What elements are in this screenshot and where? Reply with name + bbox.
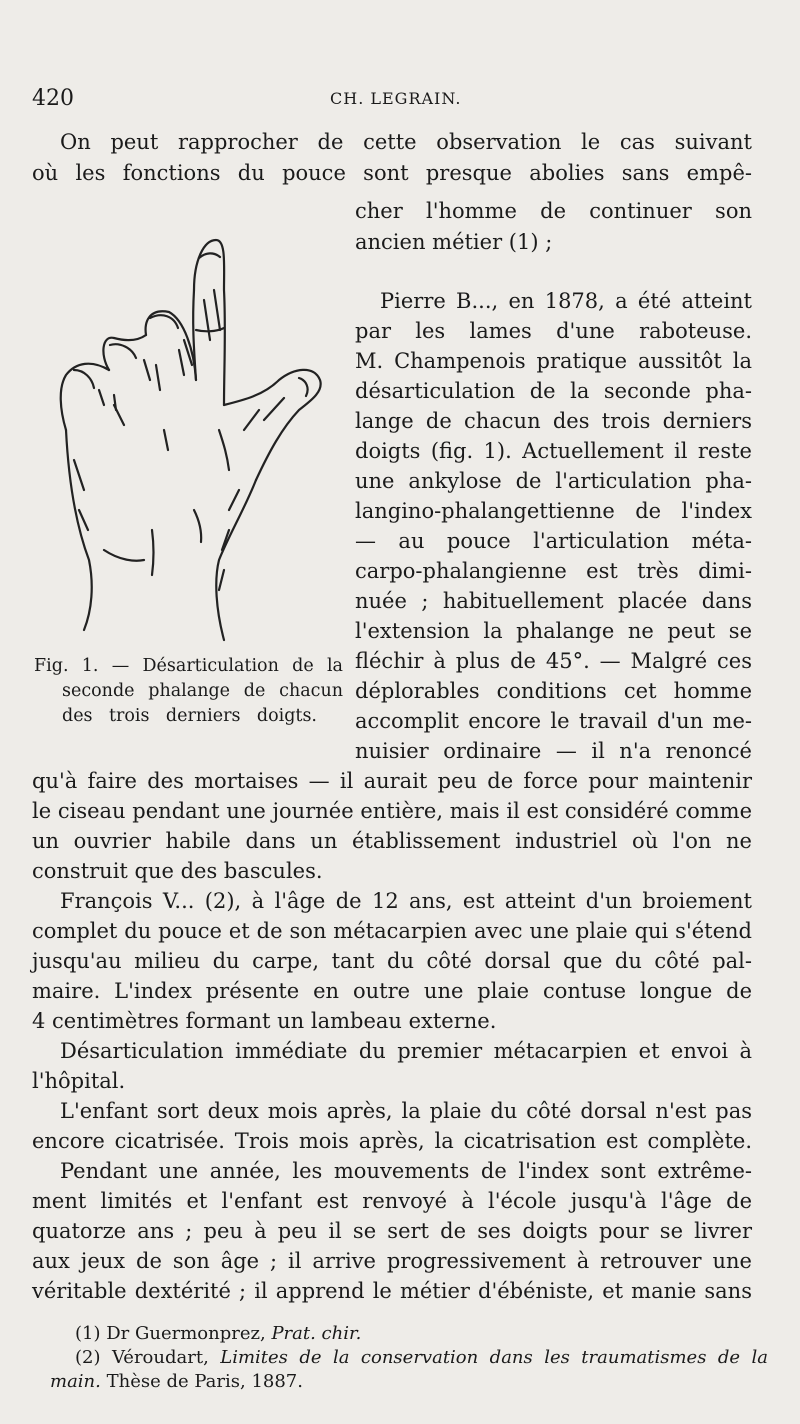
hand-illustration bbox=[44, 230, 344, 660]
footnote-work: Prat. chir. bbox=[271, 1323, 362, 1344]
footnote-1 bbox=[75, 1322, 361, 1346]
text-line: l'extension la phalange ne peut se bbox=[355, 619, 752, 643]
text-line: par les lames d'une raboteuse. bbox=[355, 319, 752, 343]
figure-caption-line: Fig. 1. — Désarticulation de la bbox=[34, 656, 343, 676]
text-line: Désarticulation immédiate du premier métacarpien et envoi à bbox=[60, 1039, 752, 1063]
text-line: un ouvrier habile dans un établissement industriel où l'on ne bbox=[32, 829, 752, 853]
text-line: Pendant une année, les mouvements de l'index sont extrême- bbox=[60, 1159, 752, 1183]
text-line: fléchir à plus de 45°. — Malgré ces bbox=[355, 649, 752, 673]
text-line: complet du pouce et de son métacarpien avec une plaie qui s'étend bbox=[32, 919, 752, 943]
text-line: quatorze ans ; peu à peu il se sert de ses doigts pour se livrer bbox=[32, 1219, 752, 1243]
footnote-source: Thèse de Paris, 1887. bbox=[106, 1371, 303, 1392]
text-line: doigts (fig. 1). Actuellement il reste bbox=[355, 439, 752, 463]
text-line: François V... (2), à l'âge de 12 ans, est atteint d'un broiement bbox=[60, 889, 752, 913]
text-line: construit que des bascules. bbox=[32, 859, 323, 883]
text-line: langino-phalangettienne de l'index bbox=[355, 499, 752, 523]
text-line: une ankylose de l'articulation pha- bbox=[355, 469, 752, 493]
text-line: où les fonctions du pouce sont presque abolies sans empê- bbox=[32, 161, 752, 185]
text-line: maire. L'index présente en outre une plaie contuse longue de bbox=[32, 979, 752, 1003]
figure-caption-line: des trois derniers doigts. bbox=[62, 706, 317, 726]
text-line: l'hôpital. bbox=[32, 1069, 126, 1093]
text-line: nuée ; habituellement placée dans bbox=[355, 589, 752, 613]
footnote-2 bbox=[75, 1346, 768, 1370]
text-line: nuisier ordinaire — il n'a renoncé bbox=[355, 739, 752, 763]
text-line: ancien métier (1) ; bbox=[355, 230, 553, 254]
text-line: Pierre B..., en 1878, a été atteint bbox=[380, 289, 752, 313]
text-line: — au pouce l'articulation méta- bbox=[355, 529, 752, 553]
footnote-2-continued bbox=[50, 1370, 303, 1394]
text-line: ment limités et l'enfant est renvoyé à l'école jusqu'à l'âge de bbox=[32, 1189, 752, 1213]
text-line: accomplit encore le travail d'un me- bbox=[355, 709, 752, 733]
text-line: cher l'homme de continuer son bbox=[355, 199, 752, 223]
text-line: le ciseau pendant une journée entière, mais il est considéré comme bbox=[32, 799, 752, 823]
text-line: carpo-phalangienne est très dimi- bbox=[355, 559, 752, 583]
text-line: On peut rapprocher de cette observation le cas suivant bbox=[60, 130, 752, 154]
footnote-work-end: main. bbox=[50, 1371, 101, 1392]
footnote-mark: (1) bbox=[75, 1323, 101, 1344]
text-line: aux jeux de son âge ; il arrive progressivement à retrouver une bbox=[32, 1249, 752, 1273]
footnote-work: Limites de la conservation dans les traumatismes de la bbox=[220, 1347, 768, 1368]
text-line: 4 centimètres formant un lambeau externe. bbox=[32, 1009, 497, 1033]
text-line: jusqu'au milieu du carpe, tant du côté dorsal que du côté pal- bbox=[32, 949, 752, 973]
text-line: qu'à faire des mortaises — il aurait peu de force pour maintenir bbox=[32, 769, 752, 793]
text-line: encore cicatrisée. Trois mois après, la cicatrisation est complète. bbox=[32, 1129, 752, 1153]
figure-caption-line: seconde phalange de chacun bbox=[62, 681, 343, 701]
text-line: véritable dextérité ; il apprend le métier d'ébéniste, et manie sans bbox=[32, 1279, 752, 1303]
text-line: lange de chacun des trois derniers bbox=[355, 409, 752, 433]
footnote-author: Dr Guermonprez, bbox=[106, 1323, 266, 1344]
footnote-author: Véroudart, bbox=[111, 1347, 209, 1368]
text-line: L'enfant sort deux mois après, la plaie du côté dorsal n'est pas bbox=[60, 1099, 752, 1123]
text-line: déplorables conditions cet homme bbox=[355, 679, 752, 703]
text-line: désarticulation de la seconde pha- bbox=[355, 379, 752, 403]
page-header bbox=[32, 86, 752, 116]
footnote-mark: (2) bbox=[75, 1347, 101, 1368]
page-number: 420 bbox=[32, 86, 74, 111]
running-head: CH. LEGRAIN. bbox=[330, 89, 462, 108]
text-line: M. Champenois pratique aussitôt la bbox=[355, 349, 752, 373]
